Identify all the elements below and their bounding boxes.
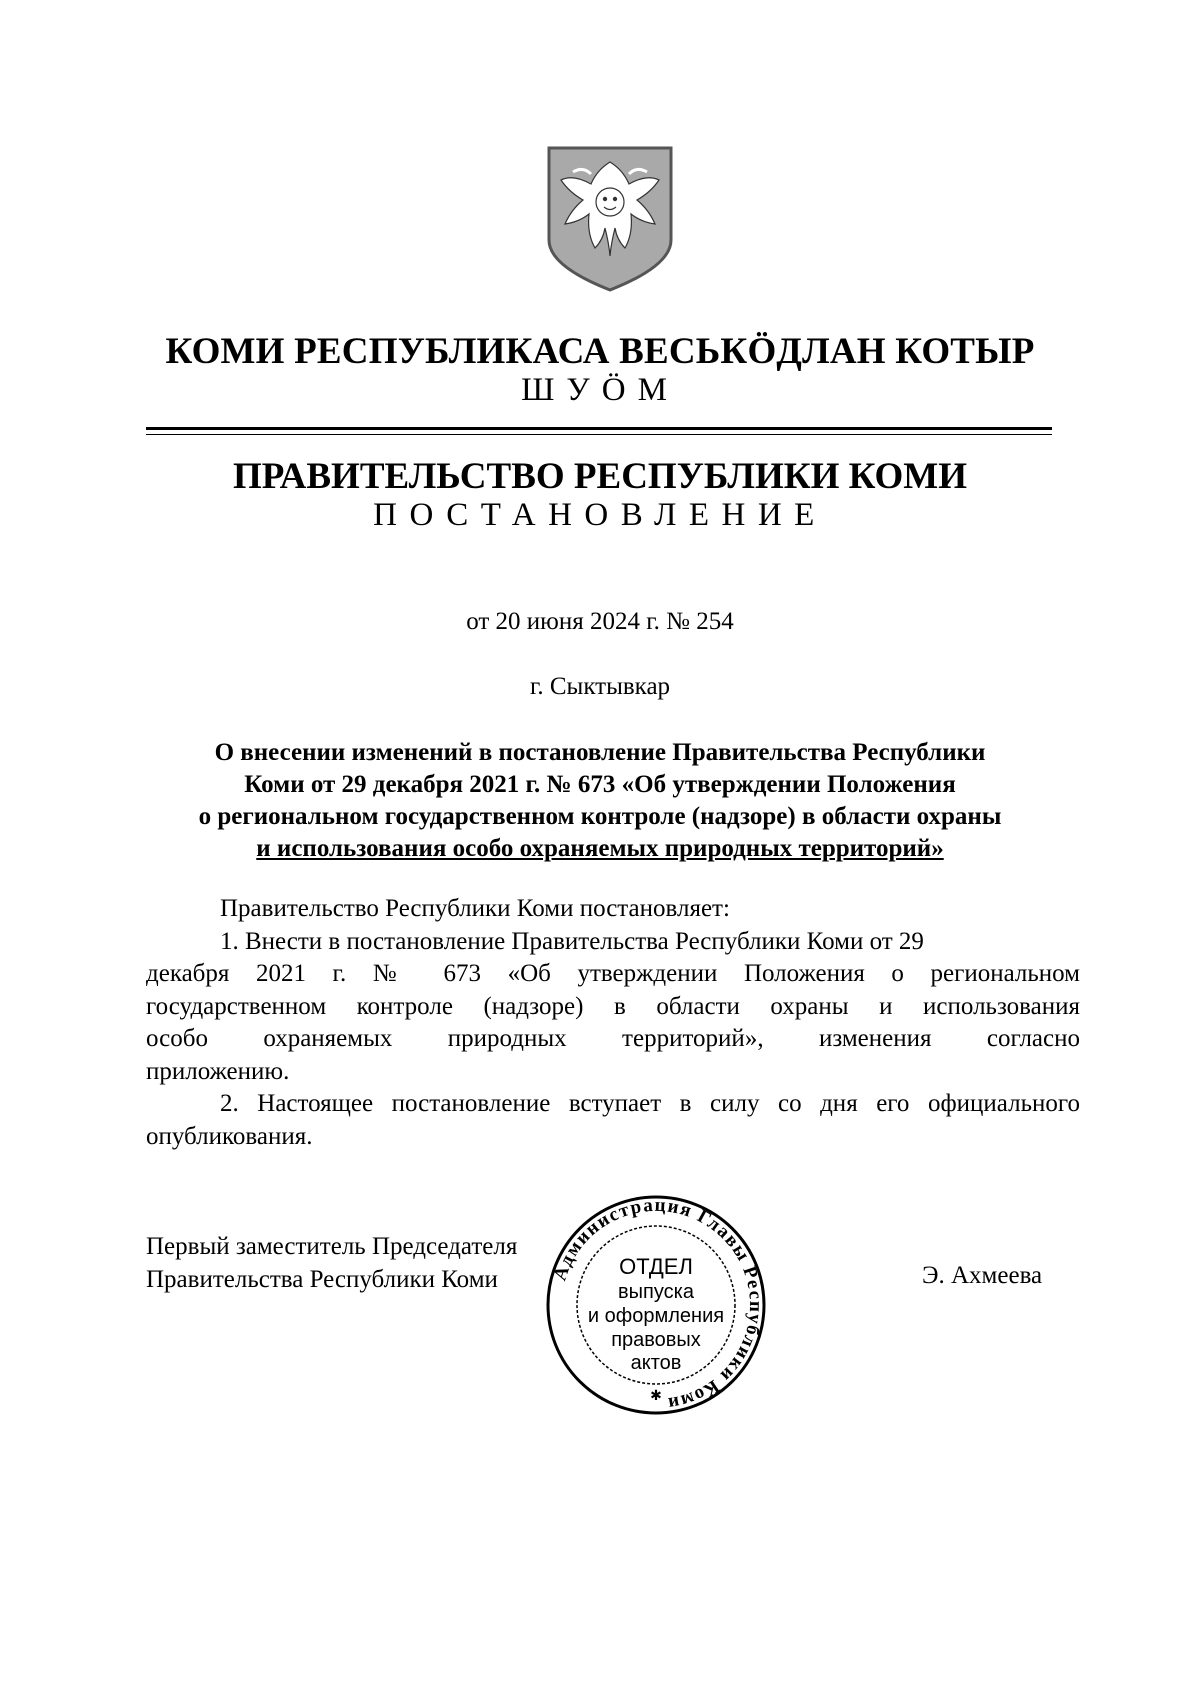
coat-of-arms-emblem <box>543 144 677 292</box>
body-intro: Правительство Республики Коми постановляет: <box>220 895 730 922</box>
stamp-star-icon: ✱ <box>650 1389 662 1404</box>
body-item-1-line: особо охраняемых природных территорий», изменения согласно <box>146 1025 1080 1052</box>
body-text: 1. Внести в постановление Правительства Республики Коми от 29 <box>220 927 924 955</box>
signatory-position-line: Правительства Республики Коми <box>146 1266 498 1293</box>
body-item-2-line: опубликования. <box>146 1122 313 1150</box>
body-item-1-line <box>146 926 1080 959</box>
document-title-line: о региональном государственном контроле (надзоре) в области охраны <box>198 803 1002 830</box>
document-type: ПОСТАНОВЛЕНИЕ <box>373 497 827 533</box>
document-body <box>146 893 1080 1153</box>
document-title <box>0 737 1200 865</box>
document-title-line: Коми от 29 декабря 2021 г. № 673 «Об утверждении Положения <box>244 771 956 798</box>
document-title-line: и использования особо охраняемых природных территорий» <box>256 835 944 862</box>
stamp-line: правовых <box>611 1329 701 1351</box>
body-item-1-line: декабря 2021 г. № 673 «Об утверждении Положения о региональном <box>146 960 1080 987</box>
body-item-2-line: 2. Настоящее постановление вступает в силу со дня его официального <box>220 1090 1080 1117</box>
komi-government-title: КОМИ РЕСПУБЛИКАСА ВЕСЬКӦДЛАН КОТЫР <box>165 331 1035 372</box>
stamp-line: актов <box>630 1352 682 1374</box>
stamp-line: и оформления <box>587 1305 725 1327</box>
signatory-name: Э. Ахмеева <box>922 1262 1043 1289</box>
stamp-line: ОТДЕЛ <box>619 1254 693 1279</box>
signatory-position-line: Первый заместитель Председателя <box>146 1233 518 1260</box>
document-date-number: от 20 июня 2024 г. № 254 <box>466 608 734 635</box>
stamp-ring-text: Администрация Главы Республики Коми <box>549 1194 767 1415</box>
header-divider-thin <box>146 434 1052 435</box>
document-city: г. Сыктывкар <box>529 673 671 700</box>
government-title: ПРАВИТЕЛЬСТВО РЕСПУБЛИКИ КОМИ <box>233 456 967 497</box>
komi-document-type: ШУӦМ <box>521 372 679 408</box>
header-divider-thick <box>146 427 1052 430</box>
body-item-1-line: государственном контроле (надзоре) в области охраны и использования <box>146 992 1080 1020</box>
body-item-1-line: приложению. <box>146 1057 290 1085</box>
stamp-line: выпуска <box>618 1281 694 1303</box>
document-title-line: О внесении изменений в постановление Правительства Республики <box>214 739 986 766</box>
signatory-position <box>146 1230 517 1296</box>
official-stamp <box>543 1192 769 1418</box>
